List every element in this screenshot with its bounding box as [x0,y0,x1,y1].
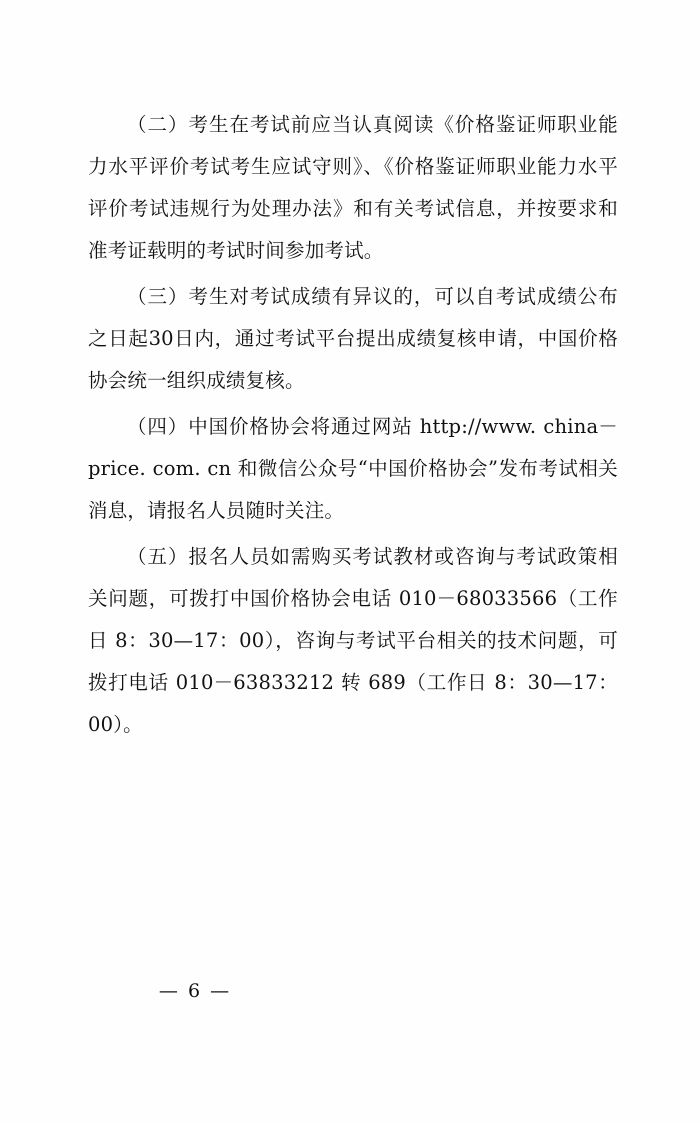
paragraph-item-5: （五）报名人员如需购买考试教材或咨询与考试政策相关问题，可拨打中国价格协会电话 010－68033566（工作日 8：30—17：00），咨询与考试平台相关的技术问题，可拨打电话 010－63833212 转 689（工作日 8：30—17：00）。 [88,545,618,736]
page-number-text: — 6 — [158,980,232,1002]
document-body [88,104,618,746]
paragraph-item-2: （二）考生在考试前应当认真阅读《价格鉴证师职业能力水平评价考试考生应试守则》、《价格鉴证师职业能力水平评价考试违规行为处理办法》和有关考试信息，并按要求和准考证载明的考试时间参加考试。 [88,113,618,262]
paragraph-item-4: （四）中国价格协会将通过网站 http://www. china－price. com. cn 和微信公众号“中国价格协会”发布考试相关消息，请报名人员随时关注。 [88,415,618,522]
page-number [0,980,700,1002]
paragraph-item-3: （三）考生对考试成绩有异议的，可以自考试成绩公布之日起30日内，通过考试平台提出成绩复核申请，中国价格协会统一组织成绩复核。 [88,285,618,392]
